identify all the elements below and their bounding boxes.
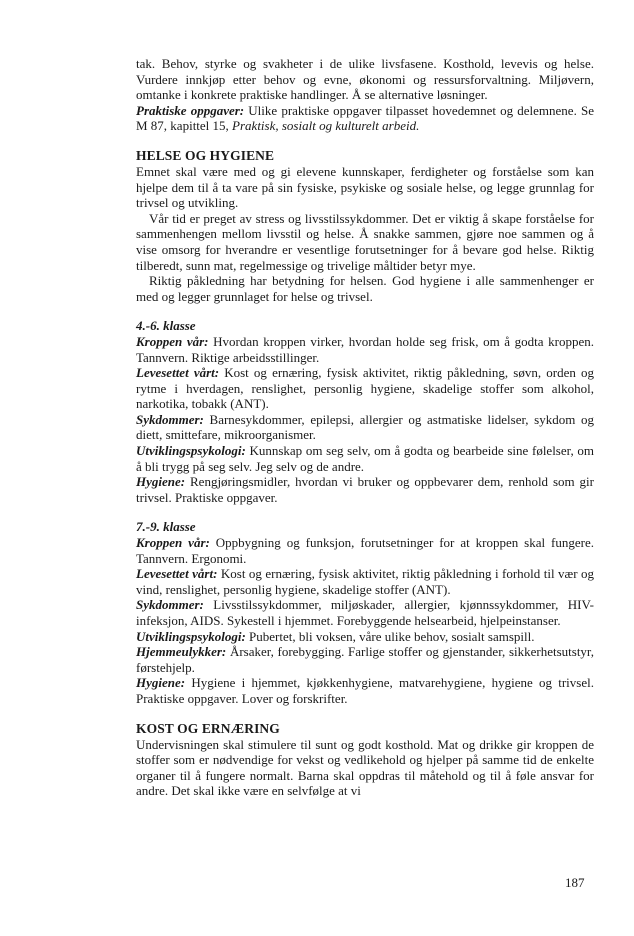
section-heading-kost: KOST OG ERNÆRING [136,720,280,736]
grade79-item [136,597,594,628]
item-label: Utviklingspsykologi: [136,443,246,459]
item-text: Rengjøringsmidler, hvordan vi bruker og oppbevarer dem, renhold som gir trivsel. Praktiske oppgaver. [136,474,594,505]
grade79-item [136,566,594,597]
item-text: Kost og ernæring, fysisk aktivitet, riktig påkledning i forhold til vær og vind, renslighet, personlig hygiene, skadelige stoffer (ANT). [136,566,594,597]
page-number: 187 [565,875,585,890]
grade-heading-4-6: 4.-6. klasse [136,318,196,334]
grade46-item [136,443,594,474]
section-heading-helse: HELSE OG HYGIENE [136,147,275,163]
item-label: Kroppen vår: [136,333,209,349]
helse-paragraph-1: Emnet skal være med og gi elevene kunnskaper, ferdigheter og forståelse som kan hjelpe dem til å ta vare på sin fysiske, psykiske og sosiale helse, og legge grunnlag for trivsel og utvikling. [136,163,594,211]
grade46-item [136,412,594,443]
item-label: Hygiene: [136,474,186,490]
item-label: Sykdommer: [136,597,204,613]
item-text: Årsaker, forebygging. Farlige stoffer og gjenstander, sikkerhetsutstyr, førstehjelp. [136,644,594,675]
kost-paragraph-1: Undervisningen skal stimulere til sunt og godt kosthold. Mat og drikke gir kroppen de stoffer som er nødvendige for vekst og vedlikehold og hjelper på samme tid de enkelte organer til å fungere normalt. Barna skal oppdras til måtehold og til å føle ansvar for andre. Det skal ikke være en selvfølge at vi [136,736,594,799]
item-text: Kunnskap om seg selv, om å godta og bearbeide sine følelser, om å bli trygg på seg selv. Jeg selv og de andre. [136,443,594,474]
grade46-item [136,334,594,365]
item-text: Pubertet, bli voksen, våre ulike behov, sosialt samspill. [245,628,535,644]
page-content [136,56,594,799]
item-text: Hygiene i hjemmet, kjøkkenhygiene, matvarehygiene, hygiene og trivsel. Praktiske oppgaver. Lover og forskrifter. [136,675,594,706]
grade79-item [136,644,594,675]
grade79-item [136,629,594,645]
item-text: Barnesykdommer, epilepsi, allergier og astmatiske lidelser, sykdom og diett, smittefare, mikroorganismer. [136,411,594,443]
grade-heading-7-9: 7.-9. klasse [136,519,196,535]
item-text: Hvordan kroppen virker, hvordan holde seg frisk, om å godta kroppen. Tannvern. Riktige arbeidsstillinger. [136,333,595,365]
item-label: Utviklingspsykologi: [136,628,246,644]
item-text: Kost og ernæring, fysisk aktivitet, riktig påkledning, søvn, orden og rytme i hverdagen, renslighet, personlig hygiene, skadelige stoffer som alkohol, narkotika, tobakk (ANT). [136,365,594,412]
helse-paragraph-2: Vår tid er preget av stress og livsstilssykdommer. Det er viktig å skape forståelse for sammenhengen mellom livsstil og helse. Å snakke sammen, gjøre noe sammen og å vise omsorg for hverandre er vesentlige forutsetninger for å bevare god helse. Riktig tilberedt, sunn mat, regelmessige og trivelige måltider betyr mye. [136,210,594,273]
item-label: Hjemmeulykker: [136,644,227,660]
practical-tasks-text: Ulike praktiske oppgaver tilpasset hovedemnet og delemnene. Se M 87, kapittel 15, [136,102,594,134]
item-label: Sykdommer: [136,411,204,427]
intro-paragraph: tak. Behov, styrke og svakheter i de ulike livsfasene. Kosthold, levevis og helse. Vurdere innkjøp etter behov og evne, økonomi og ressursforvaltning. Miljøvern, omtanke i konkrete praktiske handlinger. Å se alternative løsninger. [136,56,594,103]
grade79-item [136,535,594,566]
grade46-item [136,474,594,505]
item-text: Livsstilssykdommer, miljøskader, allergier, kjønnssykdommer, HIV-infeksjon, AIDS. Sykestell i hjemmet. Forebyggende helsearbeid, hjelpeinstanser. [136,597,594,628]
item-label: Hygiene: [136,675,186,691]
practical-tasks-paragraph [136,103,594,134]
item-label: Kroppen vår: [136,535,210,551]
grade79-item [136,675,594,706]
item-label: Levesettet vårt: [136,365,220,381]
item-label: Levesettet vårt: [136,566,218,582]
practical-tasks-label: Praktiske oppgaver: [136,102,245,118]
helse-paragraph-3: Riktig påkledning har betydning for helsen. God hygiene i alle sammenhenger er med og legger grunnlaget for helse og trivsel. [136,273,594,304]
item-text: Oppbygning og funksjon, forutsetninger for at kroppen skal fungere. Tannvern. Ergonomi. [136,535,595,566]
practical-tasks-reference: Praktisk, sosialt og kulturelt arbeid. [232,118,420,134]
grade46-item [136,365,594,412]
